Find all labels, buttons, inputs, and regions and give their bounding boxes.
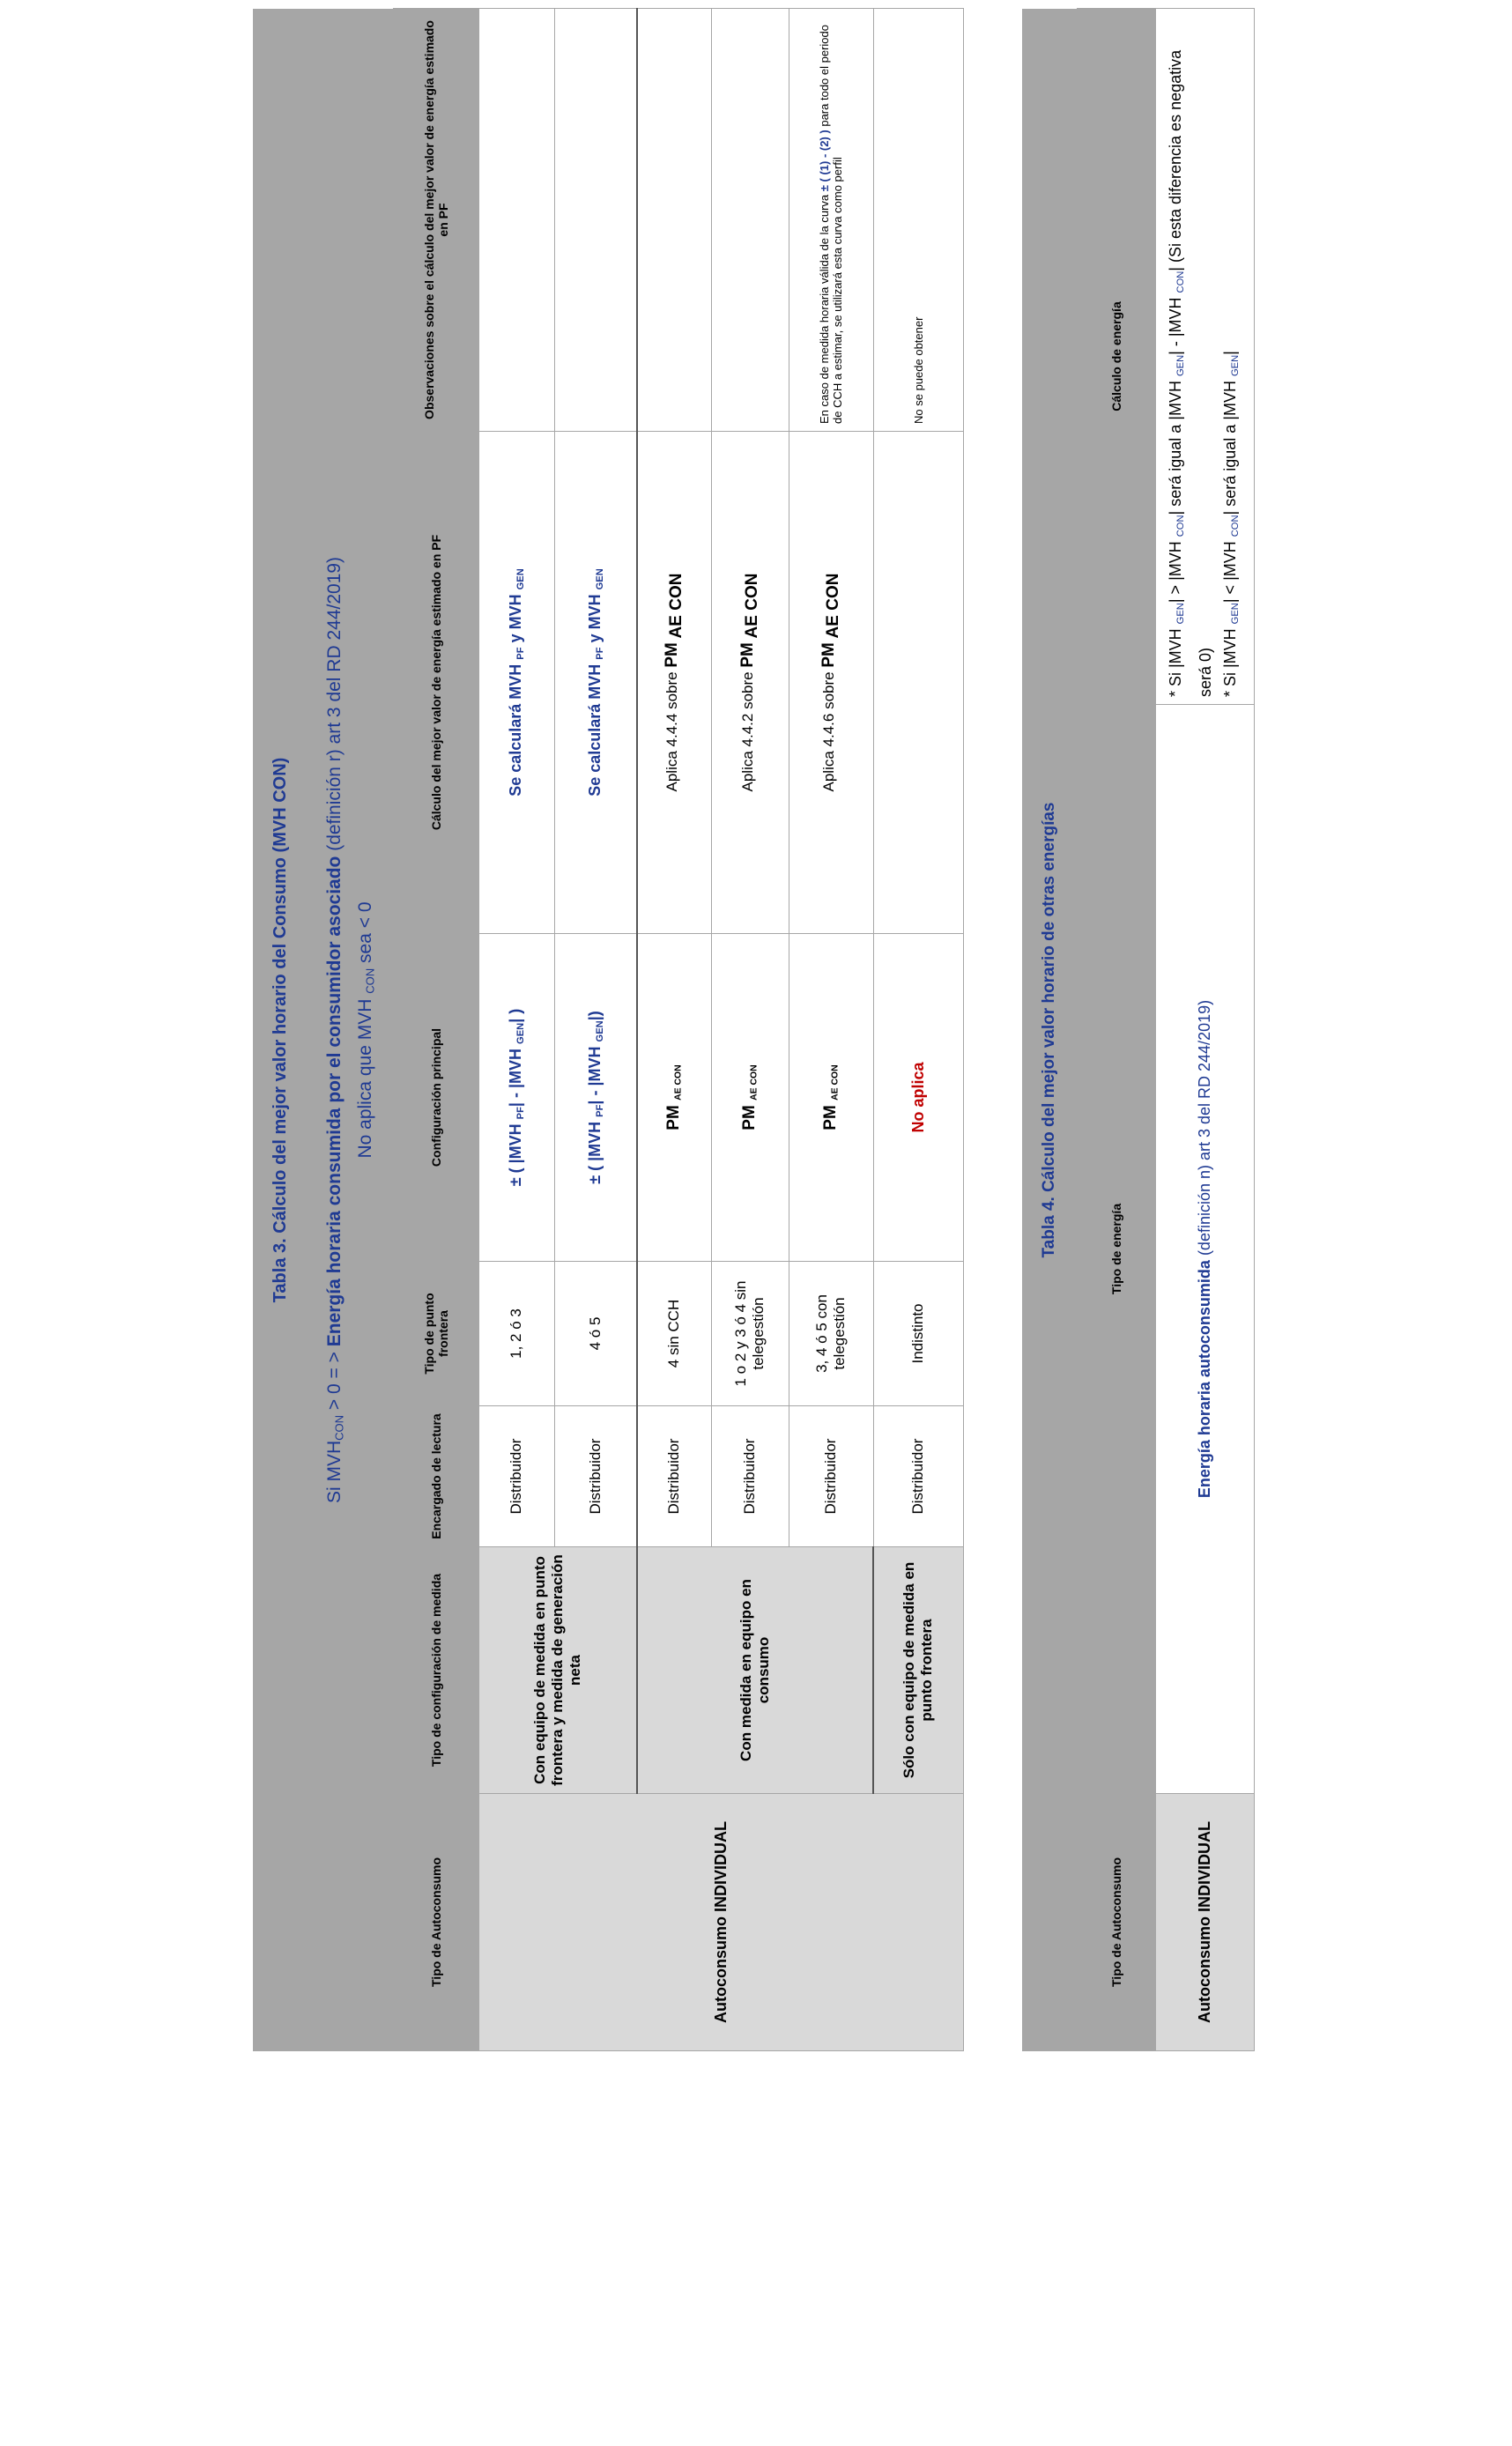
l1-d: | - |MVH [1166, 293, 1184, 355]
formula-cell [554, 934, 637, 1262]
note-post: sea < 0 [355, 901, 376, 968]
header-tipo-energia: Tipo de energía [1078, 705, 1156, 1794]
punto-cell: 3, 4 ó 5 con telegestión [789, 1262, 873, 1406]
l2-gen: GEN [1229, 603, 1241, 625]
calc-mid: y MVH [585, 589, 604, 648]
obs-post: para todo el periodo de CCH a estimar, se utilizará esta curva como perfil [818, 25, 844, 424]
cond-prefix: Si MVH [324, 1440, 345, 1504]
header-encargado: Encargado de lectura [393, 1406, 478, 1547]
autoconsumo-cell: Autoconsumo INDIVIDUAL [478, 1794, 963, 2051]
pm-sub: AE CON [749, 1064, 760, 1101]
cond-sub: CON [332, 1414, 346, 1441]
pm-cell [789, 934, 873, 1262]
header-observaciones: Observaciones sobre el cálculo del mejor valor de energía estimado en PF [393, 9, 478, 432]
note-sub: CON [363, 967, 377, 994]
l1-a: * Si |MVH [1166, 624, 1184, 697]
energy-bold: Energía horaria autoconsumida [1196, 1260, 1213, 1499]
aplica-cell [637, 432, 711, 934]
pm-sub: AE CON [742, 573, 761, 639]
formula-post: | ) [507, 1008, 525, 1023]
obs-cell [711, 9, 789, 432]
aplica-text: Aplica 4.4.2 sobre [738, 667, 756, 792]
header-tipo-configuracion: Tipo de configuración de medida [393, 1547, 478, 1794]
table-row [873, 9, 963, 2051]
table-row [637, 9, 711, 2051]
l1-b: | > |MVH [1166, 537, 1184, 604]
calc-line-2 [1218, 16, 1248, 697]
formula-gen: GEN [594, 1020, 605, 1042]
energy-tail: (definición n) art 3 del RD 244/2019) [1196, 999, 1213, 1261]
table-3-title: Tabla 3. Cálculo del mejor valor horario del Consumo (MVH CON) [253, 9, 308, 2051]
cond-tail: (definición r) art 3 del RD 244/2019) [324, 556, 345, 856]
punto-cell: Indistinto [873, 1262, 963, 1406]
formula-cell [478, 934, 554, 1262]
no-aplica-cell: No aplica [873, 934, 963, 1262]
cond-bold: Energía horaria consumida por el consumidor asociado [324, 856, 345, 1347]
calc-line-1 [1163, 16, 1218, 697]
l1-gen2: GEN [1175, 354, 1186, 377]
l1-con: CON [1175, 515, 1186, 537]
calc-pf: PF [515, 647, 526, 660]
l2-b: | < |MVH [1220, 537, 1239, 604]
energy-type-cell [1156, 705, 1255, 1794]
obs-formula: ± ( (1) - (2) ) [818, 130, 831, 192]
formula-pre: ± ( |MVH [507, 1119, 525, 1187]
calc-gen: GEN [594, 568, 605, 590]
formula-pf: PF [515, 1107, 526, 1120]
l2-c: | será igual a |MVH [1220, 376, 1239, 515]
table-4-grid [1077, 8, 1255, 2051]
pm-cell [711, 934, 789, 1262]
header-tipo-autoconsumo: Tipo de Autoconsumo [1078, 1794, 1156, 2051]
cfg-solo-frontera: Sólo con equipo de medida en punto frontera [873, 1547, 963, 1794]
obs-pre: En caso de medida horaria válida de la curva [818, 191, 831, 424]
encargado-cell: Distribuidor [789, 1406, 873, 1547]
punto-cell: 4 ó 5 [554, 1262, 637, 1406]
energy-calc-cell [1156, 9, 1255, 705]
l2-gen2: GEN [1229, 354, 1241, 377]
obs-cell [789, 9, 873, 432]
table-row [478, 9, 554, 2051]
pm-sub: AE CON [673, 1064, 684, 1101]
pm-label: PM [737, 642, 757, 668]
calc-pre: Se calculará MVH [507, 659, 525, 797]
table-4 [1022, 9, 1251, 2051]
table-3 [253, 9, 936, 2051]
formula-mid: | - |MVH [585, 1041, 604, 1105]
header-calculo: Cálculo del mejor valor de energía estimado en PF [393, 432, 478, 934]
pm-cell [637, 934, 711, 1262]
table-4-title: Tabla 4. Cálculo del mejor valor horario de otras energías [1022, 9, 1077, 2051]
cond-op: > 0 = > [324, 1346, 345, 1415]
punto-cell: 1 o 2 y 3 ó 4 sin telegestión [711, 1262, 789, 1406]
header-configuracion-principal: Configuración principal [393, 934, 478, 1262]
calc-pre: Se calculará MVH [585, 659, 604, 797]
table-row [1156, 9, 1255, 2051]
aplica-text: Aplica 4.4.4 sobre [663, 667, 680, 792]
calc-mid: y MVH [507, 589, 525, 648]
l2-a: * Si |MVH [1220, 624, 1239, 697]
note-pre: No aplica que MVH [355, 993, 376, 1159]
calc-pf: PF [594, 647, 605, 660]
aplica-text: Aplica 4.4.6 sobre [819, 667, 837, 792]
pm-label: PM [664, 1105, 684, 1130]
pm-label: PM [662, 642, 681, 668]
punto-cell: 4 sin CCH [637, 1262, 711, 1406]
obs-cell: No se puede obtener [873, 9, 963, 432]
formula-pf: PF [594, 1104, 605, 1117]
formula-gen: GEN [515, 1022, 526, 1044]
formula-post: |) [585, 1011, 604, 1021]
l1-c: | será igual a |MVH [1166, 376, 1184, 515]
formula-pre: ± ( |MVH [585, 1116, 604, 1184]
calc-cell [873, 432, 963, 934]
obs-cell [554, 9, 637, 432]
table-3-grid [393, 8, 964, 2051]
aplica-cell [711, 432, 789, 934]
calc-cell [478, 432, 554, 934]
header-tipo-autoconsumo: Tipo de Autoconsumo [393, 1794, 478, 2051]
encargado-cell: Distribuidor [711, 1406, 789, 1547]
pm-label: PM [821, 1105, 840, 1130]
l1-gen: GEN [1175, 603, 1186, 625]
encargado-cell: Distribuidor [637, 1406, 711, 1547]
calc-gen: GEN [515, 568, 526, 590]
pm-sub: AE CON [666, 573, 686, 639]
cfg-frontera-generacion: Con equipo de medida en punto frontera y medida de generación neta [478, 1547, 637, 1794]
pm-label: PM [819, 642, 838, 668]
obs-cell [637, 9, 711, 432]
autoconsumo-cell: Autoconsumo INDIVIDUAL [1156, 1794, 1255, 2051]
l2-d: | [1220, 351, 1239, 355]
header-punto-frontera: Tipo de punto frontera [393, 1262, 478, 1406]
l2-con: CON [1229, 515, 1241, 537]
l1-con2: CON [1175, 271, 1186, 293]
cfg-equipo-consumo: Con medida en equipo en consumo [637, 1547, 873, 1794]
encargado-cell: Distribuidor [873, 1406, 963, 1547]
header-calculo-energia: Cálculo de energía [1078, 9, 1156, 705]
l1-e: | (Si esta diferencia es negativa será 0) [1166, 49, 1214, 697]
aplica-cell [789, 432, 873, 934]
encargado-cell: Distribuidor [554, 1406, 637, 1547]
pm-sub: AE CON [823, 573, 842, 639]
punto-cell: 1, 2 ó 3 [478, 1262, 554, 1406]
table-3-condition [308, 9, 393, 2051]
pm-sub: AE CON [830, 1064, 841, 1101]
pm-label: PM [740, 1105, 759, 1130]
calc-cell [554, 432, 637, 934]
formula-mid: | - |MVH [507, 1043, 525, 1108]
obs-cell [478, 9, 554, 432]
encargado-cell: Distribuidor [478, 1406, 554, 1547]
